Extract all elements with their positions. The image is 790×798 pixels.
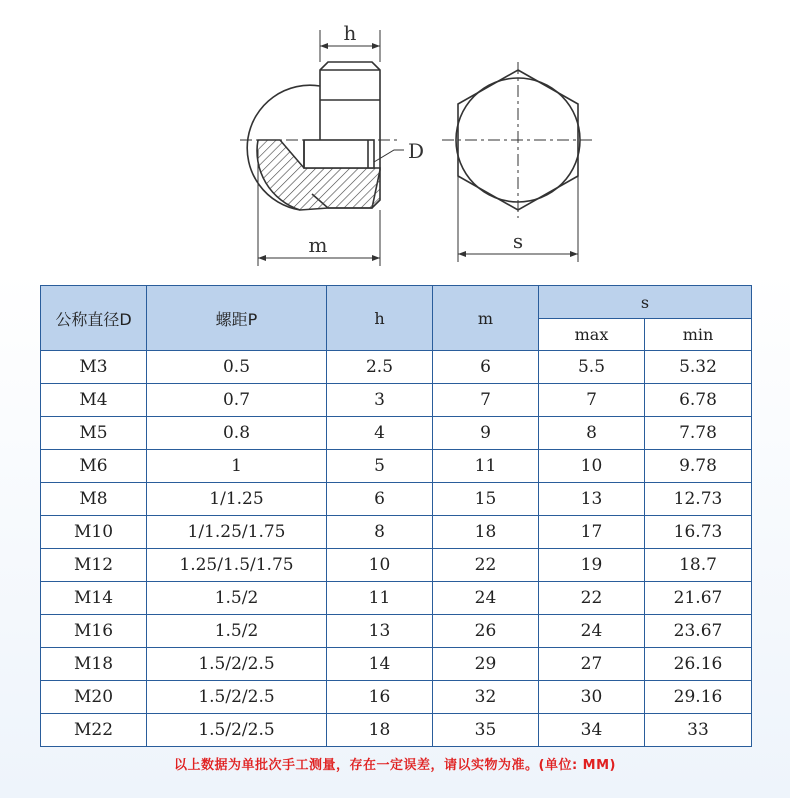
cell-pitch: 1.5/2/2.5 bbox=[147, 648, 327, 681]
cell-m: 18 bbox=[433, 516, 539, 549]
cell-s-max: 34 bbox=[539, 714, 645, 747]
spec-table bbox=[40, 285, 752, 747]
cell-h: 8 bbox=[327, 516, 433, 549]
cell-nominal: M16 bbox=[41, 615, 147, 648]
cell-h: 16 bbox=[327, 681, 433, 714]
cell-s-max: 24 bbox=[539, 615, 645, 648]
cell-h: 2.5 bbox=[327, 351, 433, 384]
cell-m: 6 bbox=[433, 351, 539, 384]
table-body bbox=[41, 351, 752, 747]
cell-s-min: 12.73 bbox=[645, 483, 752, 516]
dim-d-label: D bbox=[407, 139, 425, 163]
cell-h: 18 bbox=[327, 714, 433, 747]
cell-s-min: 6.78 bbox=[645, 384, 752, 417]
cell-m: 26 bbox=[433, 615, 539, 648]
header-pitch: 螺距P bbox=[147, 286, 327, 351]
cell-pitch: 0.7 bbox=[147, 384, 327, 417]
cell-nominal: M20 bbox=[41, 681, 147, 714]
cell-s-min: 29.16 bbox=[645, 681, 752, 714]
dim-s-label: s bbox=[512, 229, 524, 253]
cell-nominal: M8 bbox=[41, 483, 147, 516]
cell-s-max: 7 bbox=[539, 384, 645, 417]
table-row bbox=[41, 516, 752, 549]
cell-m: 24 bbox=[433, 582, 539, 615]
cell-s-max: 5.5 bbox=[539, 351, 645, 384]
cell-s-min: 5.32 bbox=[645, 351, 752, 384]
table-row bbox=[41, 615, 752, 648]
cell-m: 7 bbox=[433, 384, 539, 417]
cell-h: 11 bbox=[327, 582, 433, 615]
cell-m: 15 bbox=[433, 483, 539, 516]
table-row bbox=[41, 648, 752, 681]
cell-s-min: 23.67 bbox=[645, 615, 752, 648]
cell-s-max: 22 bbox=[539, 582, 645, 615]
cell-nominal: M3 bbox=[41, 351, 147, 384]
header-nominal-diameter: 公称直径D bbox=[41, 286, 147, 351]
dim-h-label: h bbox=[343, 21, 357, 45]
cell-pitch: 1 bbox=[147, 450, 327, 483]
table-row bbox=[41, 351, 752, 384]
table-row bbox=[41, 450, 752, 483]
cell-m: 32 bbox=[433, 681, 539, 714]
cell-s-max: 13 bbox=[539, 483, 645, 516]
cell-h: 13 bbox=[327, 615, 433, 648]
cell-m: 29 bbox=[433, 648, 539, 681]
cell-nominal: M5 bbox=[41, 417, 147, 450]
cell-nominal: M12 bbox=[41, 549, 147, 582]
cell-pitch: 1/1.25/1.75 bbox=[147, 516, 327, 549]
cell-pitch: 1.5/2/2.5 bbox=[147, 681, 327, 714]
cell-m: 11 bbox=[433, 450, 539, 483]
cell-nominal: M22 bbox=[41, 714, 147, 747]
cell-h: 5 bbox=[327, 450, 433, 483]
cell-pitch: 0.5 bbox=[147, 351, 327, 384]
cell-s-max: 30 bbox=[539, 681, 645, 714]
side-view bbox=[240, 30, 404, 266]
cell-h: 4 bbox=[327, 417, 433, 450]
cell-s-min: 21.67 bbox=[645, 582, 752, 615]
cell-s-min: 33 bbox=[645, 714, 752, 747]
table-row bbox=[41, 714, 752, 747]
header-s-max: max bbox=[539, 319, 645, 351]
cell-pitch: 1.5/2 bbox=[147, 615, 327, 648]
cell-nominal: M6 bbox=[41, 450, 147, 483]
header-s: s bbox=[539, 286, 752, 319]
table-row bbox=[41, 483, 752, 516]
cell-m: 22 bbox=[433, 549, 539, 582]
cell-s-min: 18.7 bbox=[645, 549, 752, 582]
cell-s-max: 17 bbox=[539, 516, 645, 549]
cell-nominal: M10 bbox=[41, 516, 147, 549]
table-row bbox=[41, 681, 752, 714]
cell-s-max: 27 bbox=[539, 648, 645, 681]
table-row bbox=[41, 417, 752, 450]
cell-nominal: M18 bbox=[41, 648, 147, 681]
cap-nut-drawing bbox=[0, 0, 790, 280]
cell-pitch: 1.25/1.5/1.75 bbox=[147, 549, 327, 582]
header-h: h bbox=[327, 286, 433, 351]
cell-s-min: 7.78 bbox=[645, 417, 752, 450]
header-s-min: min bbox=[645, 319, 752, 351]
cell-h: 14 bbox=[327, 648, 433, 681]
cell-nominal: M4 bbox=[41, 384, 147, 417]
cell-s-min: 26.16 bbox=[645, 648, 752, 681]
cell-s-max: 8 bbox=[539, 417, 645, 450]
cell-pitch: 1/1.25 bbox=[147, 483, 327, 516]
cell-pitch: 1.5/2/2.5 bbox=[147, 714, 327, 747]
cell-s-min: 16.73 bbox=[645, 516, 752, 549]
cell-nominal: M14 bbox=[41, 582, 147, 615]
cell-h: 3 bbox=[327, 384, 433, 417]
cell-pitch: 0.8 bbox=[147, 417, 327, 450]
header-m: m bbox=[433, 286, 539, 351]
cell-s-min: 9.78 bbox=[645, 450, 752, 483]
cell-pitch: 1.5/2 bbox=[147, 582, 327, 615]
cell-h: 10 bbox=[327, 549, 433, 582]
table-row bbox=[41, 384, 752, 417]
cell-m: 9 bbox=[433, 417, 539, 450]
dim-m-label: m bbox=[308, 233, 328, 257]
cell-s-max: 19 bbox=[539, 549, 645, 582]
measurement-note: 以上数据为单批次手工测量，存在一定误差，请以实物为准。(单位: MM) bbox=[174, 758, 616, 773]
cell-h: 6 bbox=[327, 483, 433, 516]
table-row bbox=[41, 582, 752, 615]
table-row bbox=[41, 549, 752, 582]
cell-s-max: 10 bbox=[539, 450, 645, 483]
cell-m: 35 bbox=[433, 714, 539, 747]
